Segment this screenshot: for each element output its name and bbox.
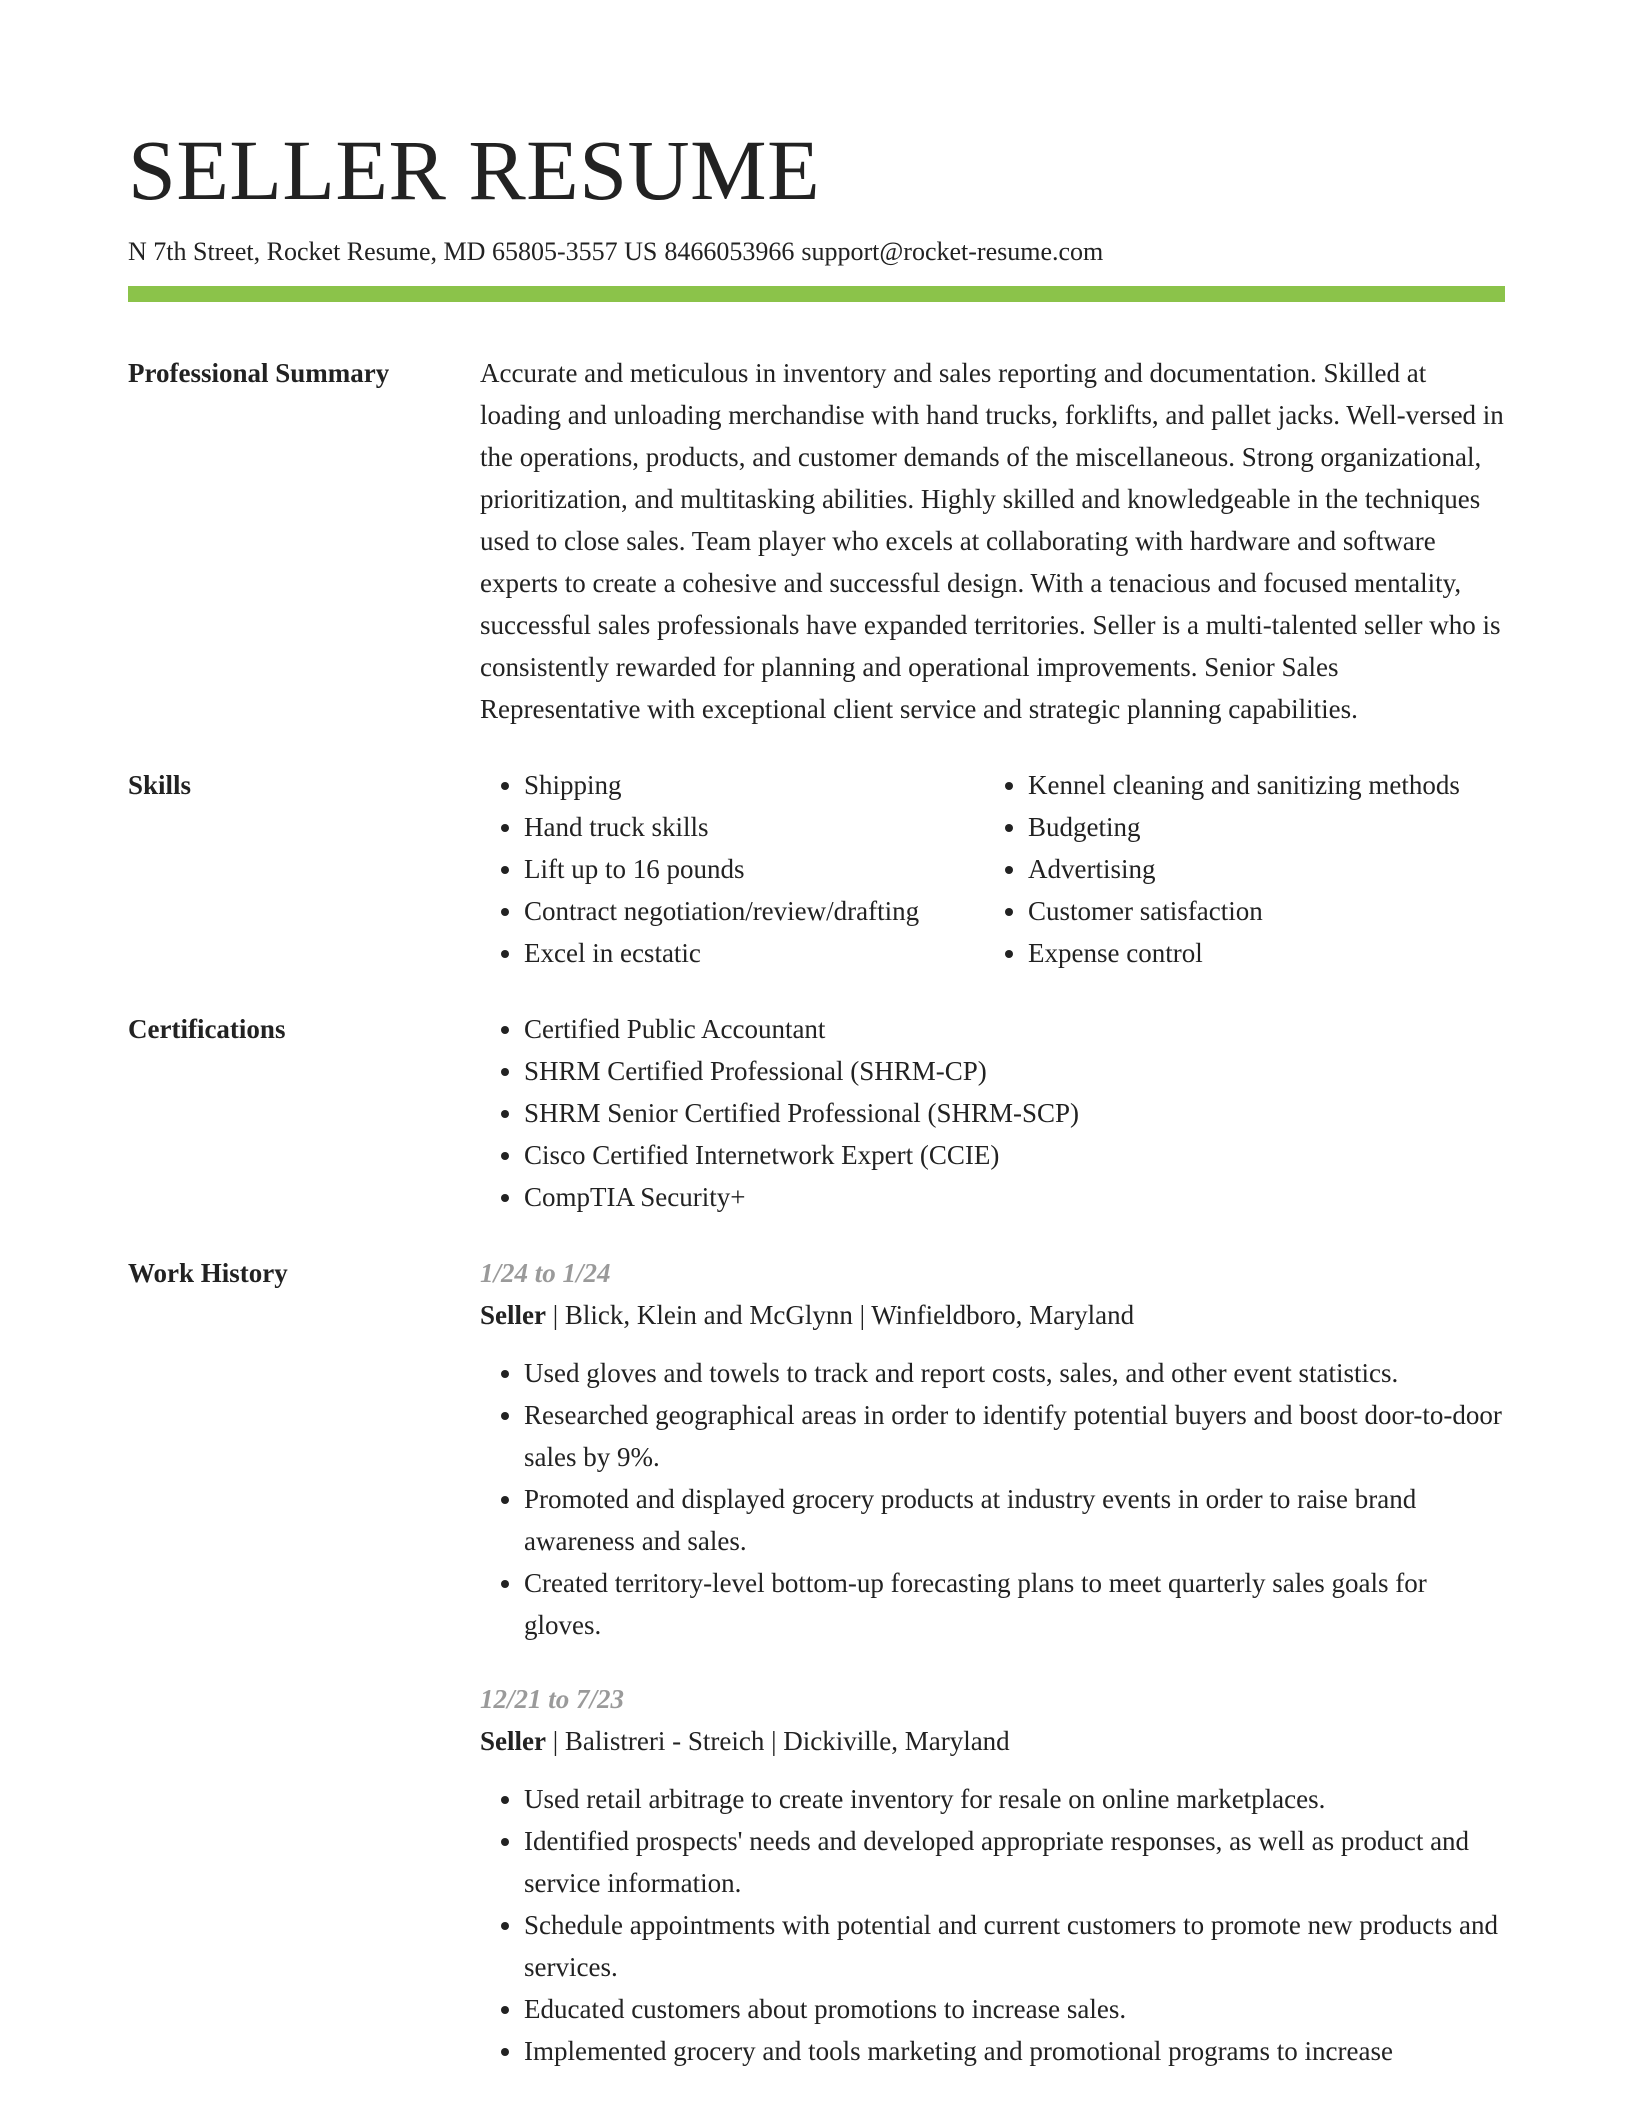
skill-item: • Contract negotiation/review/drafting bbox=[524, 890, 984, 932]
job-bullets bbox=[480, 1352, 1505, 1646]
summary-section bbox=[128, 352, 1505, 730]
skill-item: • Customer satisfaction bbox=[1028, 890, 1505, 932]
job-bullet: • Created territory-level bottom-up forecasting plans to meet quarterly sales goals for gloves. bbox=[524, 1562, 1505, 1646]
work-history-body bbox=[480, 1252, 1505, 2072]
job-entry bbox=[480, 1678, 1505, 2072]
job-bullet: • Researched geographical areas in order to identify potential buyers and boost door-to-door sales by 9%. bbox=[524, 1394, 1505, 1478]
certification-item: • Cisco Certified Internetwork Expert (CCIE) bbox=[524, 1134, 1505, 1176]
summary-heading: Professional Summary bbox=[128, 358, 390, 388]
work-history-section bbox=[128, 1252, 1505, 2072]
contact-line bbox=[128, 234, 1505, 270]
certification-item: • Certified Public Accountant bbox=[524, 1008, 1505, 1050]
job-title: Seller bbox=[480, 1726, 546, 1756]
certifications-body bbox=[480, 1008, 1505, 1218]
work-history-heading: Work History bbox=[128, 1258, 288, 1288]
contact-phone: 8466053966 bbox=[664, 237, 795, 266]
job-details: | Balistreri - Streich | Dickiville, Maryland bbox=[545, 1726, 1010, 1756]
job-bullet: • Used retail arbitrage to create inventory for resale on online marketplaces. bbox=[524, 1778, 1505, 1820]
job-bullet: • Implemented grocery and tools marketing and promotional programs to increase bbox=[524, 2030, 1505, 2072]
skill-item: • Expense control bbox=[1028, 932, 1505, 974]
skills-list-right bbox=[984, 764, 1505, 974]
job-bullet: • Educated customers about promotions to increase sales. bbox=[524, 1988, 1505, 2030]
skill-item: • Advertising bbox=[1028, 848, 1505, 890]
skills-column-right bbox=[984, 764, 1505, 974]
job-heading bbox=[480, 1294, 1505, 1336]
job-bullet: • Identified prospects' needs and developed appropriate responses, as well as product and service information. bbox=[524, 1820, 1505, 1904]
job-entry bbox=[480, 1252, 1505, 1646]
contact-address: N 7th Street, Rocket Resume, MD 65805-3557 US bbox=[128, 237, 658, 266]
skills-heading: Skills bbox=[128, 770, 192, 800]
resume-page bbox=[128, 0, 1505, 2072]
skills-column-left bbox=[480, 764, 984, 974]
certification-item: • SHRM Senior Certified Professional (SHRM-SCP) bbox=[524, 1092, 1505, 1134]
job-bullet: • Schedule appointments with potential and current customers to promote new products and services. bbox=[524, 1904, 1505, 1988]
job-bullet: • Promoted and displayed grocery products at industry events in order to raise brand awareness and sales. bbox=[524, 1478, 1505, 1562]
skill-item: • Shipping bbox=[524, 764, 984, 806]
job-bullet: • Used gloves and towels to track and report costs, sales, and other event statistics. bbox=[524, 1352, 1505, 1394]
job-details: | Blick, Klein and McGlynn | Winfieldboro, Maryland bbox=[545, 1300, 1135, 1330]
certification-item: • SHRM Certified Professional (SHRM-CP) bbox=[524, 1050, 1505, 1092]
job-heading bbox=[480, 1720, 1505, 1762]
job-bullets bbox=[480, 1778, 1505, 2072]
summary-text: Accurate and meticulous in inventory and sales reporting and documentation. Skilled at loading and unloading merchandise with hand trucks, forklifts, and pallet jacks. Well-versed in the operations, products, and customer demands of the miscellaneous. Strong organizational, prioritization, and multitasking abilities. Highly skilled and knowledgeable in the techniques used to close sales. Team player who excels at collaborating with hardware and software experts to create a cohesive and successful design. With a tenacious and focused mentality, successful sales professionals have expanded territories. Seller is a multi-talented seller who is consistently rewarded for planning and operational improvements. Senior Sales Representative with exceptional client service and strategic planning capabilities. bbox=[480, 358, 1504, 724]
skill-item: • Lift up to 16 pounds bbox=[524, 848, 984, 890]
skill-item: • Kennel cleaning and sanitizing methods bbox=[1028, 764, 1505, 806]
skills-section bbox=[128, 764, 1505, 974]
skills-grid bbox=[480, 764, 1505, 974]
job-dates: 12/21 to 7/23 bbox=[480, 1684, 625, 1714]
certifications-heading: Certifications bbox=[128, 1014, 286, 1044]
skill-item: • Hand truck skills bbox=[524, 806, 984, 848]
skill-item: • Budgeting bbox=[1028, 806, 1505, 848]
certification-item: • CompTIA Security+ bbox=[524, 1176, 1505, 1218]
certifications-list bbox=[480, 1008, 1505, 1218]
skills-list-left bbox=[480, 764, 984, 974]
certifications-section bbox=[128, 1008, 1505, 1218]
skill-item: • Excel in ecstatic bbox=[524, 932, 984, 974]
contact-email: support@rocket-resume.com bbox=[801, 237, 1104, 266]
header-divider bbox=[128, 286, 1505, 302]
resume-title: SELLER RESUME bbox=[128, 122, 821, 218]
job-dates: 1/24 to 1/24 bbox=[480, 1258, 611, 1288]
job-title: Seller bbox=[480, 1300, 546, 1330]
